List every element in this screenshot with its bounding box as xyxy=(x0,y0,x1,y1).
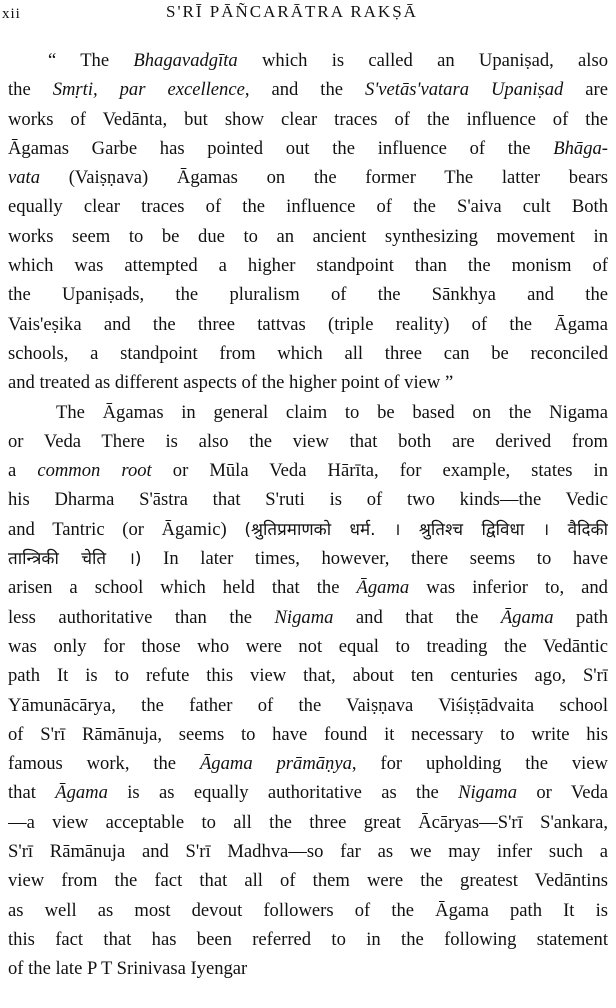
italic-term: Āgama prāmāṇya xyxy=(199,753,352,775)
text-run: and that the xyxy=(333,606,501,628)
text-run: S'rī Rāmānuja and S'rī Madhva—so far as we may infer such a xyxy=(8,841,608,863)
text-line xyxy=(8,954,608,983)
text-line xyxy=(8,632,608,661)
text-run: a xyxy=(8,460,38,482)
text-line xyxy=(8,778,608,807)
text-run: In later times, however, there seems to have xyxy=(141,548,608,570)
text-run: which is called an Upaniṣad, also xyxy=(237,50,608,71)
text-line xyxy=(8,749,608,778)
italic-term: Āgama xyxy=(55,782,108,804)
text-line xyxy=(8,46,608,75)
text-line xyxy=(8,368,608,397)
text-run: was only for those who were not equal to treading the Vedāntic xyxy=(8,635,608,657)
text-run: path It is to refute this view that, about ten centuries ago, S'rī xyxy=(8,665,608,687)
text-run: , for upholding the view xyxy=(351,753,608,775)
text-run: are xyxy=(563,79,608,101)
text-line xyxy=(8,603,608,632)
text-run: Yāmunācārya, the father of the Vaiṣṇava Viśiṣṭādvaita school xyxy=(8,694,608,716)
text-run: or Mūla Veda Hārīta, for example, states in xyxy=(151,460,608,482)
text-line xyxy=(8,134,608,163)
text-line xyxy=(8,808,608,837)
text-run: works of Vedānta, but show clear traces of the influence of the xyxy=(8,108,608,130)
text-line xyxy=(8,837,608,866)
italic-term: common root xyxy=(37,460,152,482)
italic-term: Āgama xyxy=(356,577,410,599)
text-line xyxy=(8,163,608,192)
text-line xyxy=(8,515,608,544)
devanagari-quote: (श्रुतिप्रमाणको धर्म. । श्रुतिश्च द्विविधा । वैदिकी xyxy=(244,519,608,540)
text-line xyxy=(8,222,608,251)
text-line xyxy=(8,691,608,720)
text-run: “ The xyxy=(48,50,134,71)
text-line xyxy=(8,75,608,104)
text-run: The Āgamas in general claim to be based on the Nigama xyxy=(56,401,608,423)
text-run: less authoritative than the xyxy=(8,606,275,628)
page-number: xii xyxy=(2,6,21,22)
text-run: the xyxy=(8,79,53,101)
text-run: Āgamas Garbe has pointed out the influence of the xyxy=(8,137,554,159)
text-run: is as equally authoritative as the xyxy=(107,782,459,804)
text-line xyxy=(8,105,608,134)
text-line xyxy=(8,485,608,514)
text-line xyxy=(8,896,608,925)
text-run: works seem to be due to an ancient synthesizing movement in xyxy=(8,225,608,247)
text-run: schools, a standpoint from which all three can be reconciled xyxy=(8,342,608,364)
body-text xyxy=(8,46,608,984)
text-run: (Vaiṣṇava) Āgamas on the former The latter bears xyxy=(40,167,608,189)
italic-term: Nigama xyxy=(458,782,517,804)
text-run: of S'rī Rāmānuja, seems to have found it necessary to write his xyxy=(8,723,608,745)
italic-term: Nigama xyxy=(274,606,334,628)
text-run: path xyxy=(553,606,608,628)
italic-term: Āgama xyxy=(500,606,554,628)
running-title: S'RĪ PĀÑCARĀTRA RAKṢĀ xyxy=(166,2,418,21)
text-line xyxy=(8,925,608,954)
italic-term: vata xyxy=(8,167,41,189)
text-run: —a view acceptable to all the three great Ācāryas—S'rī S'ankara, xyxy=(8,811,608,833)
text-run: of the late P T Srinivasa Iyengar xyxy=(8,958,248,980)
text-line xyxy=(8,339,608,368)
text-run: Vais'eṣika and the three tattvas (triple reality) of the Āgama xyxy=(8,313,608,335)
text-line xyxy=(8,398,608,427)
text-run: the Upaniṣads, the pluralism of the Sānkhya and the xyxy=(8,284,608,306)
text-line xyxy=(8,573,608,602)
italic-term: Bhagavadgīta xyxy=(133,50,238,71)
text-line xyxy=(8,720,608,749)
italic-term: Bhāga- xyxy=(553,137,608,159)
text-run: or Veda xyxy=(517,782,608,804)
text-run: as well as most devout followers of the Āgama path It is xyxy=(8,899,608,921)
text-run: and Tantric (or Āgamic) xyxy=(8,518,245,540)
text-run: equally clear traces of the influence of the S'aiva cult Both xyxy=(8,196,608,218)
text-line xyxy=(8,251,608,280)
text-run: which was attempted a higher standpoint than the monism of xyxy=(8,255,608,277)
text-run: that xyxy=(8,782,56,804)
text-run: view from the fact that all of them were the greatest Vedāntins xyxy=(8,870,608,892)
italic-term: Smṛti, par excellence xyxy=(52,79,245,101)
italic-term: S'vetās'vatara Upaniṣad xyxy=(365,79,564,101)
text-line xyxy=(8,661,608,690)
text-line xyxy=(8,310,608,339)
text-line xyxy=(8,456,608,485)
text-line xyxy=(8,192,608,221)
text-line xyxy=(8,427,608,456)
text-line xyxy=(8,280,608,309)
text-run: his Dharma S'āstra that S'ruti is of two kinds—the Vedic xyxy=(8,489,608,511)
text-run: or Veda There is also the view that both are derived from xyxy=(8,430,608,452)
text-run: arisen a school which held that the xyxy=(8,577,357,599)
text-run: this fact that has been referred to in the following statement xyxy=(8,928,608,950)
devanagari-quote: तान्त्रिकी चेति ।) xyxy=(8,549,142,570)
text-run: was inferior to, and xyxy=(409,577,608,599)
text-run: and treated as different aspects of the higher point of view ” xyxy=(8,372,454,394)
text-line xyxy=(8,866,608,895)
text-line xyxy=(8,544,608,573)
text-run: , and the xyxy=(244,79,366,101)
text-run: famous work, the xyxy=(8,753,200,775)
